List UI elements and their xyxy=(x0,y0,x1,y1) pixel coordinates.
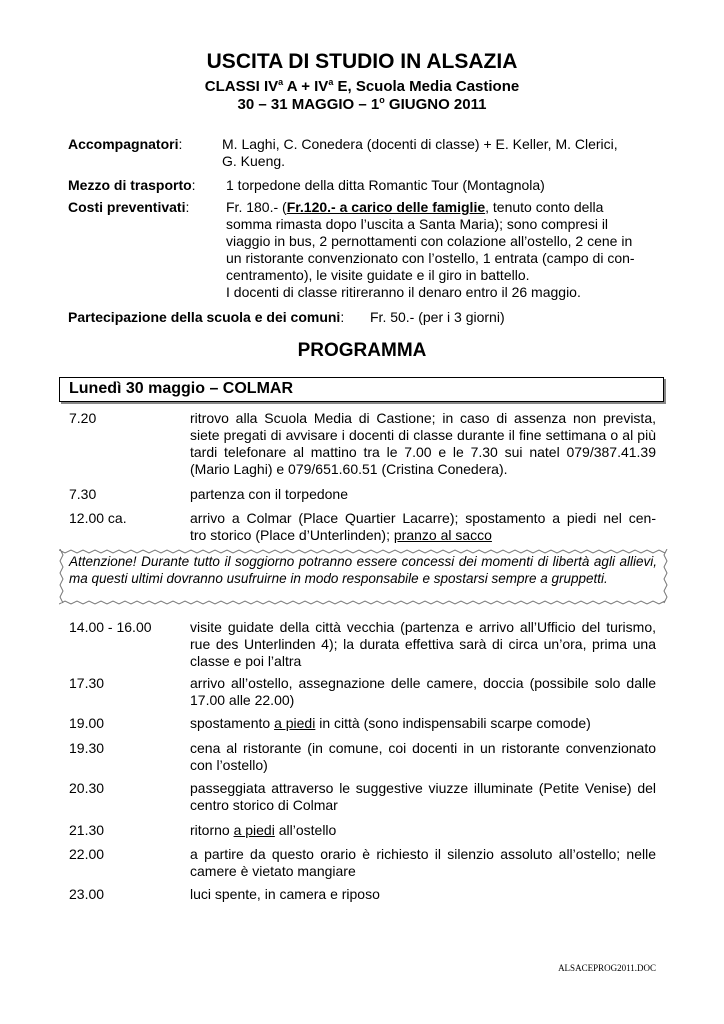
partecipazione-label: Partecipazione della scuola e dei comuni: xyxy=(68,309,345,325)
schedule-text: ritorno a piedi all’ostello xyxy=(190,822,337,838)
costi-line-2: somma rimasta dopo l’uscita a Santa Maria); sono compresi il xyxy=(226,216,609,232)
classes-pre: CLASSI IV xyxy=(204,78,279,95)
accompagnatori-value xyxy=(222,136,618,170)
schedule-time: 23.00 xyxy=(69,886,105,902)
costi-line-5: centramento), le visite guidate e il giro in battello. xyxy=(226,267,530,283)
a-piedi-underlined: a piedi xyxy=(274,715,316,731)
costi-line-3: viaggio in bus, 2 pernottamenti con colazione all’ostello, 2 cene in xyxy=(226,233,633,249)
document-title: USCITA DI STUDIO IN ALSAZIA xyxy=(206,50,518,73)
costi-label: Costi preventivati: xyxy=(68,199,190,215)
schedule-text: a partire da questo orario è richiesto il silenzio assoluto all’ostello; nelle camere è vietato mangiare xyxy=(190,846,656,879)
accompagnatori-line-1: M. Laghi, C. Conedera (docenti di classe) + E. Keller, M. Clerici, xyxy=(222,136,618,152)
schedule-time: 21.30 xyxy=(69,822,105,838)
schedule-text: partenza con il torpedone xyxy=(190,486,348,502)
classes-sup-1: a xyxy=(278,77,284,87)
classes-subtitle xyxy=(0,78,724,95)
schedule-text: cena al ristorante (in comune, coi docenti in un ristorante convenzionato con l’ostello) xyxy=(190,740,656,773)
schedule-text: spostamento a piedi in città (sono indispensabili scarpe comode) xyxy=(190,715,591,731)
schedule-time: 14.00 - 16.00 xyxy=(69,619,152,635)
schedule-text: arrivo a Colmar (Place Quartier Lacarre); spostamento a piedi nel cen- tro storico (Place d’Unterlinden); pranzo al sacco xyxy=(190,510,656,543)
dates-sup: o xyxy=(379,95,385,105)
schedule-time: 17.30 xyxy=(69,675,105,691)
dates-post: GIUGNO 2011 xyxy=(384,96,487,113)
attention-note: Attenzione! Durante tutto il soggiorno potranno essere concessi dei momenti di libertà agli allievi, ma questi ultimi dovranno usufruirne in modo responsabile e spostarsi sempre a gruppetti. xyxy=(69,554,657,586)
partecipazione-value: Fr. 50.- (per i 3 giorni) xyxy=(370,309,505,325)
mezzo-label: Mezzo di trasporto: xyxy=(68,177,196,193)
accompagnatori-label: Accompagnatori: xyxy=(68,136,183,152)
footer-filename: ALSACEPROG2011.DOC xyxy=(558,963,656,973)
dates-pre: 30 – 31 MAGGIO – 1 xyxy=(237,96,380,113)
programma-heading: PROGRAMMA xyxy=(297,340,427,361)
schedule-time: 12.00 ca. xyxy=(69,510,127,526)
schedule-text: passeggiata attraverso le suggestive viuzze illuminate (Petite Venise) del centro storico di Colmar xyxy=(190,780,656,813)
schedule-time: 19.00 xyxy=(69,715,105,731)
costi-line-6: I docenti di classe ritireranno il denaro entro il 26 maggio. xyxy=(226,284,581,300)
pranzo-al-sacco: pranzo al sacco xyxy=(393,527,492,543)
classes-mid: A + IV xyxy=(283,78,329,95)
dates-subtitle xyxy=(0,96,724,113)
schedule-text: ritrovo alla Scuola Media di Castione; in caso di assenza non prevista, siete pregati di avvisare i docenti di classe durante il fine settimana o al più tardi telefonare al mattino tra le 7.00 e le 7.30 sui natel 079/387.41.39 (Mario Laghi) e 079/651.60.51 (Cristina Conedera). xyxy=(190,410,656,477)
mezzo-value: 1 torpedone della ditta Romantic Tour (Montagnola) xyxy=(226,177,545,193)
schedule-time: 22.00 xyxy=(69,846,105,862)
costi-famiglie: Fr.120.- a carico delle famiglie xyxy=(286,199,486,215)
schedule-text: arrivo all’ostello, assegnazione delle camere, doccia (possibile solo dalle 17.00 alle 22.00) xyxy=(190,675,656,708)
a-piedi-underlined: a piedi xyxy=(233,822,275,838)
classes-post: E, Scuola Media Castione xyxy=(333,78,520,95)
classes-sup-2: a xyxy=(328,77,334,87)
schedule-text: visite guidate della città vecchia (partenza e arrivo all’Ufficio del turismo, rue des Unterlinden 4); la durata effettiva sarà di circa un’ora, prima una classe e poi l’altra xyxy=(190,619,656,669)
schedule-time: 20.30 xyxy=(69,780,105,796)
schedule-text: luci spente, in camera e riposo xyxy=(190,886,380,902)
schedule-time: 7.30 xyxy=(69,486,97,502)
accompagnatori-line-2: G. Kueng. xyxy=(222,153,286,169)
costi-line-1: Fr. 180.- (Fr.120.- a carico delle famiglie, tenuto conto della xyxy=(226,199,604,215)
day-header xyxy=(59,377,664,402)
costi-line-4: un ristorante convenzionato con l’ostello, 1 entrata (campo di con- xyxy=(226,250,635,266)
schedule-time: 7.20 xyxy=(69,410,97,426)
costi-value xyxy=(226,199,635,301)
schedule-time: 19.30 xyxy=(69,740,105,756)
day-title: Lunedì 30 maggio – COLMAR xyxy=(69,380,294,397)
